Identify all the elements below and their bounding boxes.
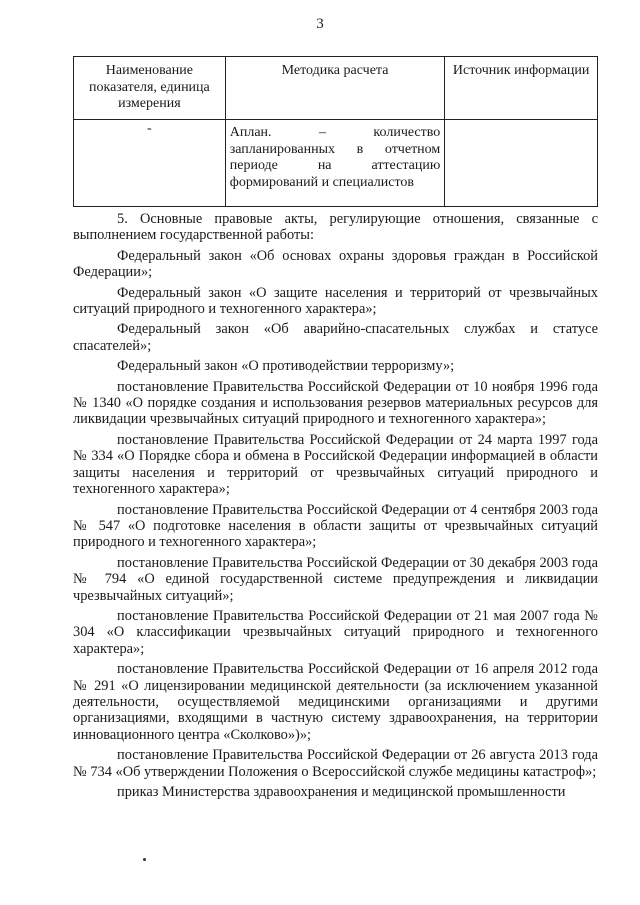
indicator-name-cell bbox=[74, 120, 226, 207]
legal-act-item: постановление Правительства Российской Федерации от 10 ноября 1996 года № 1340 «О порядке создания и использования резервов материальных ресурсов для ликвидации чрезвычайных ситуаций природного и техногенного характера»; bbox=[73, 378, 598, 428]
legal-act-item: постановление Правительства Российской Федерации от 21 мая 2007 года № 304 «О классификации чрезвычайных ситуаций природного и техногенного характера»; bbox=[73, 607, 598, 657]
indicator-table bbox=[73, 56, 598, 207]
legal-act-item: постановление Правительства Российской Федерации от 26 августа 2013 года № 734 «Об утверждении Положения о Всероссийской службе медицины катастроф»; bbox=[73, 747, 598, 780]
table-header-row bbox=[74, 57, 598, 120]
section-heading: 5. Основные правовые акты, регулирующие отношения, связанные с выполнением государственной работы: bbox=[73, 211, 598, 244]
legal-act-item: Федеральный закон «Об основах охраны здоровья граждан в Российской Федерации»; bbox=[73, 247, 598, 281]
legal-act-item: Федеральный закон «О противодействии терроризму»; bbox=[117, 358, 455, 375]
method-line: периоде на аттестацию bbox=[229, 158, 441, 173]
legal-act-item: постановление Правительства Российской Федерации от 24 марта 1997 года № 334 «О Порядке сбора и обмена в Российской Федерации информацией в области защиты населения и территорий от чрезвычайных ситуаций природного и техногенного характера»; bbox=[73, 431, 598, 498]
method-line: Аплан. – количество bbox=[229, 125, 441, 140]
method-line: формирований и специалистов bbox=[229, 174, 415, 190]
indicator-name-value: - bbox=[147, 121, 152, 136]
header-information-source: Источник информации bbox=[445, 57, 598, 120]
page-number: 3 bbox=[316, 16, 324, 32]
legal-act-item: постановление Правительства Российской Федерации от 30 декабря 2003 года № 794 «О единой государственной системе предупреждения и ликвидации чрезвычайных ситуаций»; bbox=[73, 554, 598, 604]
method-line: запланированных в отчетном bbox=[229, 141, 441, 157]
calculation-method-cell bbox=[225, 120, 445, 207]
header-calculation-method: Методика расчета bbox=[225, 57, 445, 120]
scan-speck bbox=[143, 858, 146, 861]
information-source-cell bbox=[445, 120, 598, 207]
legal-act-item: приказ Министерства здравоохранения и медицинской промышленности bbox=[117, 784, 566, 800]
header-indicator-name: Наименование показателя, единица измерения bbox=[74, 57, 226, 120]
legal-act-item: Федеральный закон «О защите населения и территорий от чрезвычайных ситуаций природного и техногенного характера»; bbox=[73, 284, 598, 318]
legal-act-item: Федеральный закон «Об аварийно-спасательных службах и статусе спасателей»; bbox=[73, 321, 598, 354]
table-row bbox=[74, 120, 598, 207]
legal-act-item: постановление Правительства Российской Федерации от 16 апреля 2012 года № 291 «О лицензировании медицинской деятельности (за исключением указанной деятельности, осуществляемой медицинскими организациями и другими организациями, входящими в частную систему здравоохранения, на территории инновационного центра «Сколково»)»; bbox=[73, 661, 598, 743]
legal-act-item: постановление Правительства Российской Федерации от 4 сентября 2003 года № 547 «О подготовке населения в области защиты от чрезвычайных ситуаций природного и техногенного характера»; bbox=[73, 501, 598, 551]
legal-acts-list bbox=[73, 211, 598, 804]
